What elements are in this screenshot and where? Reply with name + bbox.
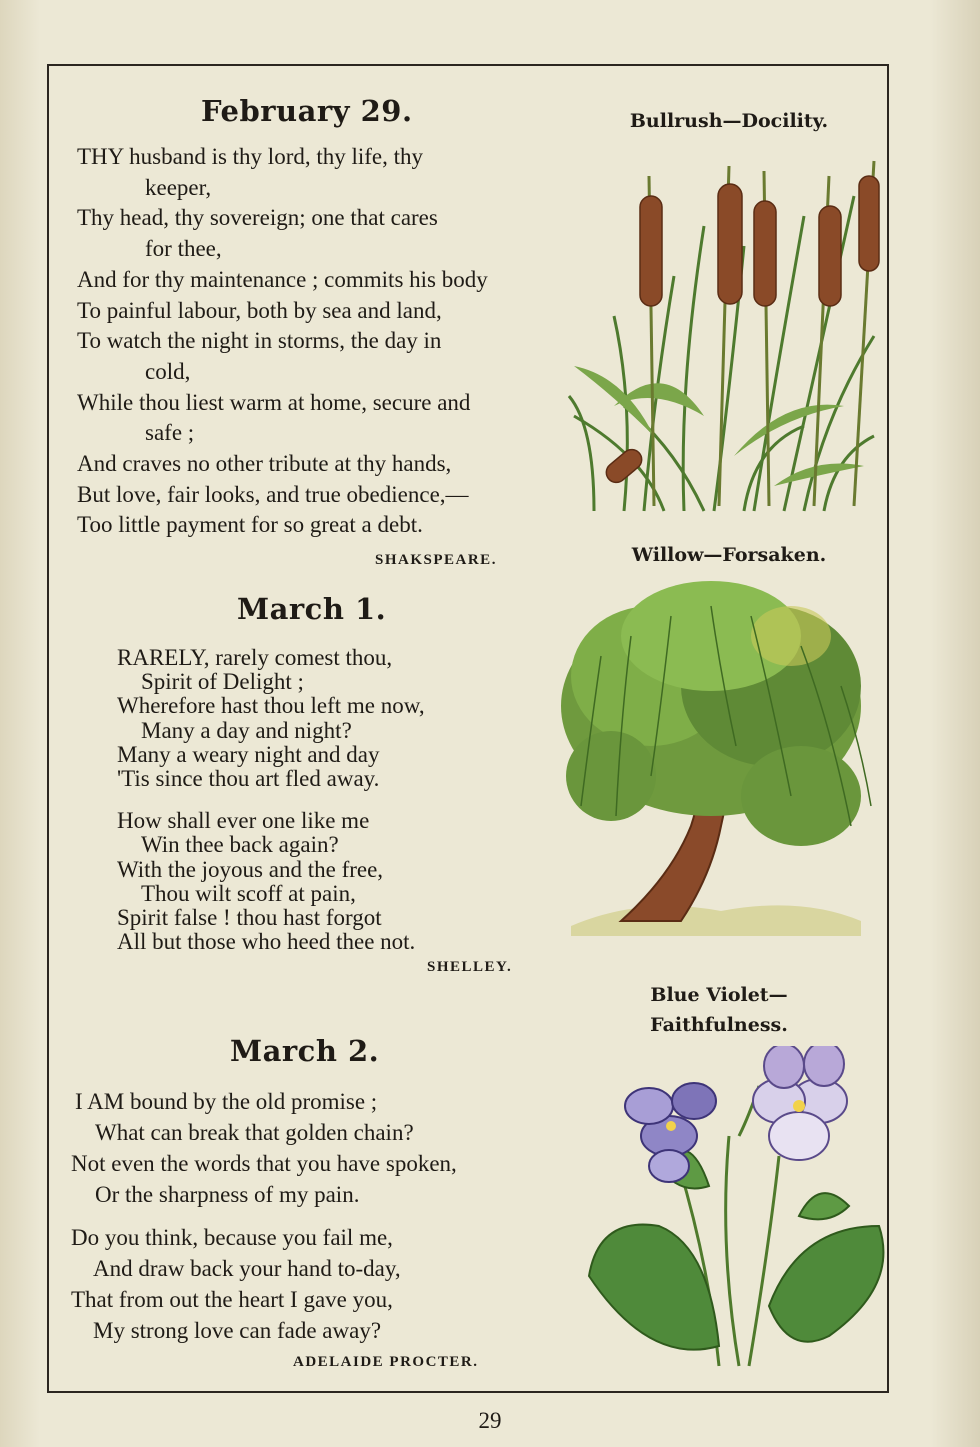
poem-line: Do you think, because you fail me, — [71, 1225, 393, 1250]
poem-mar2 — [71, 1086, 457, 1346]
poem-line: keeper, — [145, 174, 212, 200]
poem-line: Win thee back again? — [141, 832, 339, 858]
caption-violet — [609, 980, 829, 1040]
poem-line: And craves no other tribute at thy hands, — [77, 451, 452, 477]
poem-line: RARELY, rarely comest thou, — [117, 645, 393, 670]
poem-line: But love, fair looks, and true obedience,— — [77, 481, 469, 507]
poem-line: I AM bound by the old promise ; — [75, 1089, 378, 1114]
bullrush-illustration — [554, 156, 884, 516]
author-mar2: ADELAIDE PROCTER. — [293, 1354, 479, 1370]
poem-line: THY husband is thy lord, thy life, thy — [77, 144, 424, 169]
poem-line: My strong love can fade away? — [93, 1318, 382, 1343]
willow-foliage — [561, 581, 861, 846]
page-frame — [47, 64, 889, 1393]
date-heading-feb29: February 29. — [201, 94, 413, 128]
poem-line: cold, — [145, 358, 191, 384]
poem-line: And for thy maintenance ; commits his body — [77, 266, 488, 292]
date-heading-mar2: March 2. — [230, 1034, 380, 1068]
violet-flower-right — [753, 1046, 847, 1160]
author-feb29: SHAKSPEARE. — [375, 552, 497, 568]
poem-line: 'Tis since thou art fled away. — [117, 766, 380, 792]
page-number: 29 — [478, 1408, 502, 1433]
poem-line: Many a weary night and day — [117, 741, 380, 767]
poem-line: for thee, — [145, 236, 222, 262]
caption-bullrush: Bullrush—Docility. — [629, 110, 829, 132]
poem-line: With the joyous and the free, — [117, 856, 384, 882]
caption-willow: Willow—Forsaken. — [631, 544, 827, 566]
ground — [571, 905, 861, 936]
poem-line: Or the sharpness of my pain. — [95, 1182, 360, 1207]
caption-violet-line1: Blue Violet— — [650, 984, 788, 1006]
poem-line: What can break that golden chain? — [95, 1120, 414, 1145]
poem-line: Spirit false ! thou hast forgot — [117, 905, 382, 931]
cattail-heads — [602, 176, 879, 487]
violet-flower-left — [625, 1083, 716, 1182]
willow-illustration — [561, 576, 881, 946]
poem-line: How shall ever one like me — [117, 808, 370, 834]
poem-line: All but those who heed thee not. — [117, 929, 416, 955]
poem-line: While thou liest warm at home, secure and — [77, 389, 471, 415]
poem-line: safe ; — [145, 420, 195, 446]
poem-line: To watch the night in storms, the day in — [77, 328, 442, 354]
poem-line: Not even the words that you have spoken, — [71, 1151, 457, 1176]
poem-line: Too little payment for so great a debt. — [77, 512, 423, 538]
poem-feb29 — [77, 142, 488, 541]
poem-line: Spirit of Delight ; — [141, 669, 304, 695]
poem-line: Thou wilt scoff at pain, — [141, 880, 356, 906]
caption-violet-line2: Faithfulness. — [650, 1014, 788, 1036]
poem-line: To painful labour, both by sea and land, — [77, 297, 442, 323]
date-heading-mar1: March 1. — [237, 592, 387, 626]
poem-line: Wherefore hast thou left me now, — [117, 693, 425, 719]
violet-leaves — [589, 1150, 883, 1350]
violet-illustration — [569, 1046, 899, 1376]
poem-line: Many a day and night? — [141, 717, 352, 743]
poem-line: And draw back your hand to-day, — [93, 1256, 401, 1281]
author-mar1: SHELLEY. — [427, 959, 513, 975]
poem-mar1 — [117, 646, 425, 954]
poem-line: Thy head, thy sovereign; one that cares — [77, 205, 438, 231]
poem-line: That from out the heart I gave you, — [71, 1287, 393, 1312]
